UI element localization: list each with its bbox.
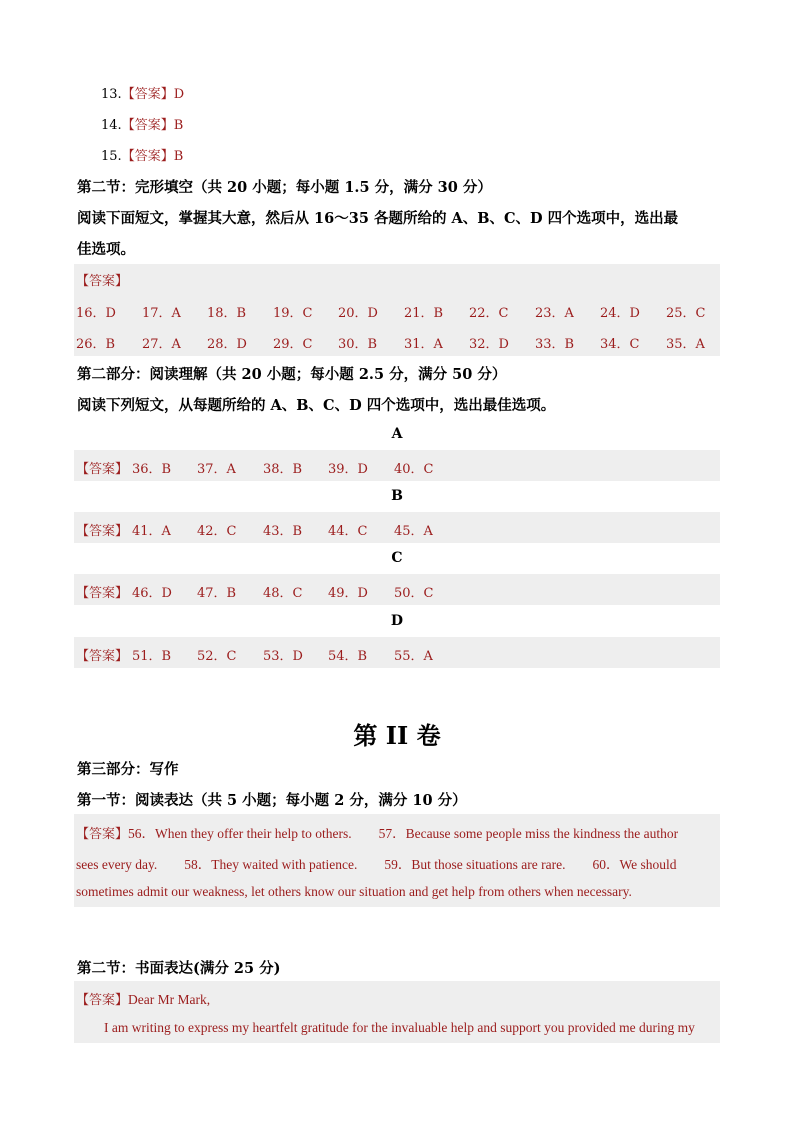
answer-15 [101, 145, 183, 164]
cloze-instruction-line2: 佳选项。 [77, 241, 135, 258]
cloze-answer: 26．B [76, 337, 116, 352]
cloze-answer: 31．A [404, 337, 443, 352]
reading-answer: 55．A [394, 649, 433, 664]
reading-answer: 39．D [328, 462, 368, 477]
reading-answer: 36．B [132, 462, 172, 477]
cloze-answer: 17．A [142, 306, 181, 321]
cloze-answer: 25．C [666, 306, 706, 321]
answer-tag: 【答案】 [76, 586, 129, 601]
passage-letter-a: A [391, 426, 403, 442]
reading-answer: 50．C [394, 586, 434, 601]
reading-answer: 41．A [132, 524, 171, 539]
reading-expression-band [74, 814, 720, 907]
expression-text: 56．When they offer their help to others. 57．Because some people miss the kindness the author [128, 826, 679, 841]
part3-heading: 第三部分：写作 [77, 761, 179, 778]
cloze-instruction-line1: 阅读下面短文，掌握其大意，然后从 16～35 各题所给的 A、B、C、D 四个选项中，选出最 [77, 210, 679, 227]
cloze-answer: 29．C [273, 337, 313, 352]
cloze-answer: 20．D [338, 306, 378, 321]
reading-answer: 40．C [394, 462, 434, 477]
reading-answer: 37．A [197, 462, 236, 477]
answer-tag: 【答案】 [76, 649, 129, 664]
reading-answer: 46．D [132, 586, 172, 601]
reading-answer: 51．B [132, 649, 172, 664]
volume-title: 第 II 卷 [353, 721, 441, 750]
cloze-answer: 30．B [338, 337, 378, 352]
answer-tag: 【答案】 [76, 827, 129, 842]
cloze-answer: 19．C [273, 306, 313, 321]
answer-tag: 【答案】 [76, 524, 129, 539]
answer-13 [101, 83, 184, 102]
cloze-answer: 27．A [142, 337, 181, 352]
cloze-heading: 第二节：完形填空（共 20 小题；每小题 1.5 分，满分 30 分） [77, 179, 492, 196]
passage-letter-c: C [391, 550, 403, 566]
question-number: 15. [101, 149, 122, 164]
reading-answer: 53．D [263, 649, 303, 664]
answer-tag: 【答案】 [121, 118, 174, 133]
reading-answer-band-c [74, 574, 720, 605]
answer-tag: 【答案】 [121, 87, 174, 102]
letter-body-line-1: I am writing to express my heartfelt gratitude for the invaluable help and support you provided me during my [104, 1020, 695, 1035]
cloze-answer: 21．B [404, 306, 444, 321]
answer-tag: 【答案】 [76, 993, 129, 1008]
reading-answer: 45．A [394, 524, 433, 539]
question-number: 14. [101, 118, 122, 133]
cloze-answer: 33．B [535, 337, 575, 352]
passage-letter-d: D [390, 613, 404, 629]
answer-tag: 【答案】 [121, 149, 174, 164]
section2-heading: 第二节：书面表达(满分 25 分) [77, 960, 281, 977]
answer-value: D [173, 87, 185, 102]
reading-heading: 第二部分：阅读理解（共 20 小题；每小题 2.5 分，满分 50 分） [77, 366, 507, 383]
cloze-answer: 16．D [76, 306, 116, 321]
cloze-answer: 22．C [469, 306, 509, 321]
reading-answer: 38．B [263, 462, 303, 477]
cloze-answer: 24．D [600, 306, 640, 321]
answer-tag: 【答案】 [76, 274, 129, 289]
cloze-answer: 34．C [600, 337, 640, 352]
section1-heading: 第一节：阅读表达（共 5 小题；每小题 2 分，满分 10 分） [77, 792, 467, 809]
reading-answer: 48．C [263, 586, 303, 601]
writing-answer-band [74, 981, 720, 1043]
reading-answer: 49．D [328, 586, 368, 601]
reading-answer-band-a [74, 450, 720, 481]
answer-value: B [173, 149, 184, 164]
reading-answer: 43．B [263, 524, 303, 539]
cloze-answer-band [74, 264, 720, 356]
expression-line-3: sometimes admit our weakness, let others know our situation and get help from others when necessary. [76, 884, 632, 899]
question-number: 13. [101, 87, 122, 102]
passage-letter-b: B [391, 488, 403, 504]
answer-value: B [173, 118, 184, 133]
reading-instruction: 阅读下列短文，从每题所给的 A、B、C、D 四个选项中，选出最佳选项。 [77, 397, 556, 414]
cloze-answer: 35．A [666, 337, 705, 352]
expression-line-2: sees every day. 58．They waited with patience. 59．But those situations are rare. 60．We should [76, 857, 677, 872]
reading-answer: 47．B [197, 586, 237, 601]
cloze-answer: 18．B [207, 306, 247, 321]
cloze-answer: 28．D [207, 337, 247, 352]
reading-answer: 42．C [197, 524, 237, 539]
reading-answer: 52．C [197, 649, 237, 664]
letter-greeting-line [76, 989, 210, 1008]
letter-greeting: Dear Mr Mark, [128, 992, 211, 1007]
cloze-answer: 23．A [535, 306, 574, 321]
reading-answer-band-b [74, 512, 720, 543]
reading-answer: 44．C [328, 524, 368, 539]
cloze-answer: 32．D [469, 337, 509, 352]
reading-answer-band-d [74, 637, 720, 668]
answer-14 [101, 114, 183, 133]
reading-answer: 54．B [328, 649, 368, 664]
answer-tag: 【答案】 [76, 462, 129, 477]
expression-line-1 [76, 822, 678, 842]
